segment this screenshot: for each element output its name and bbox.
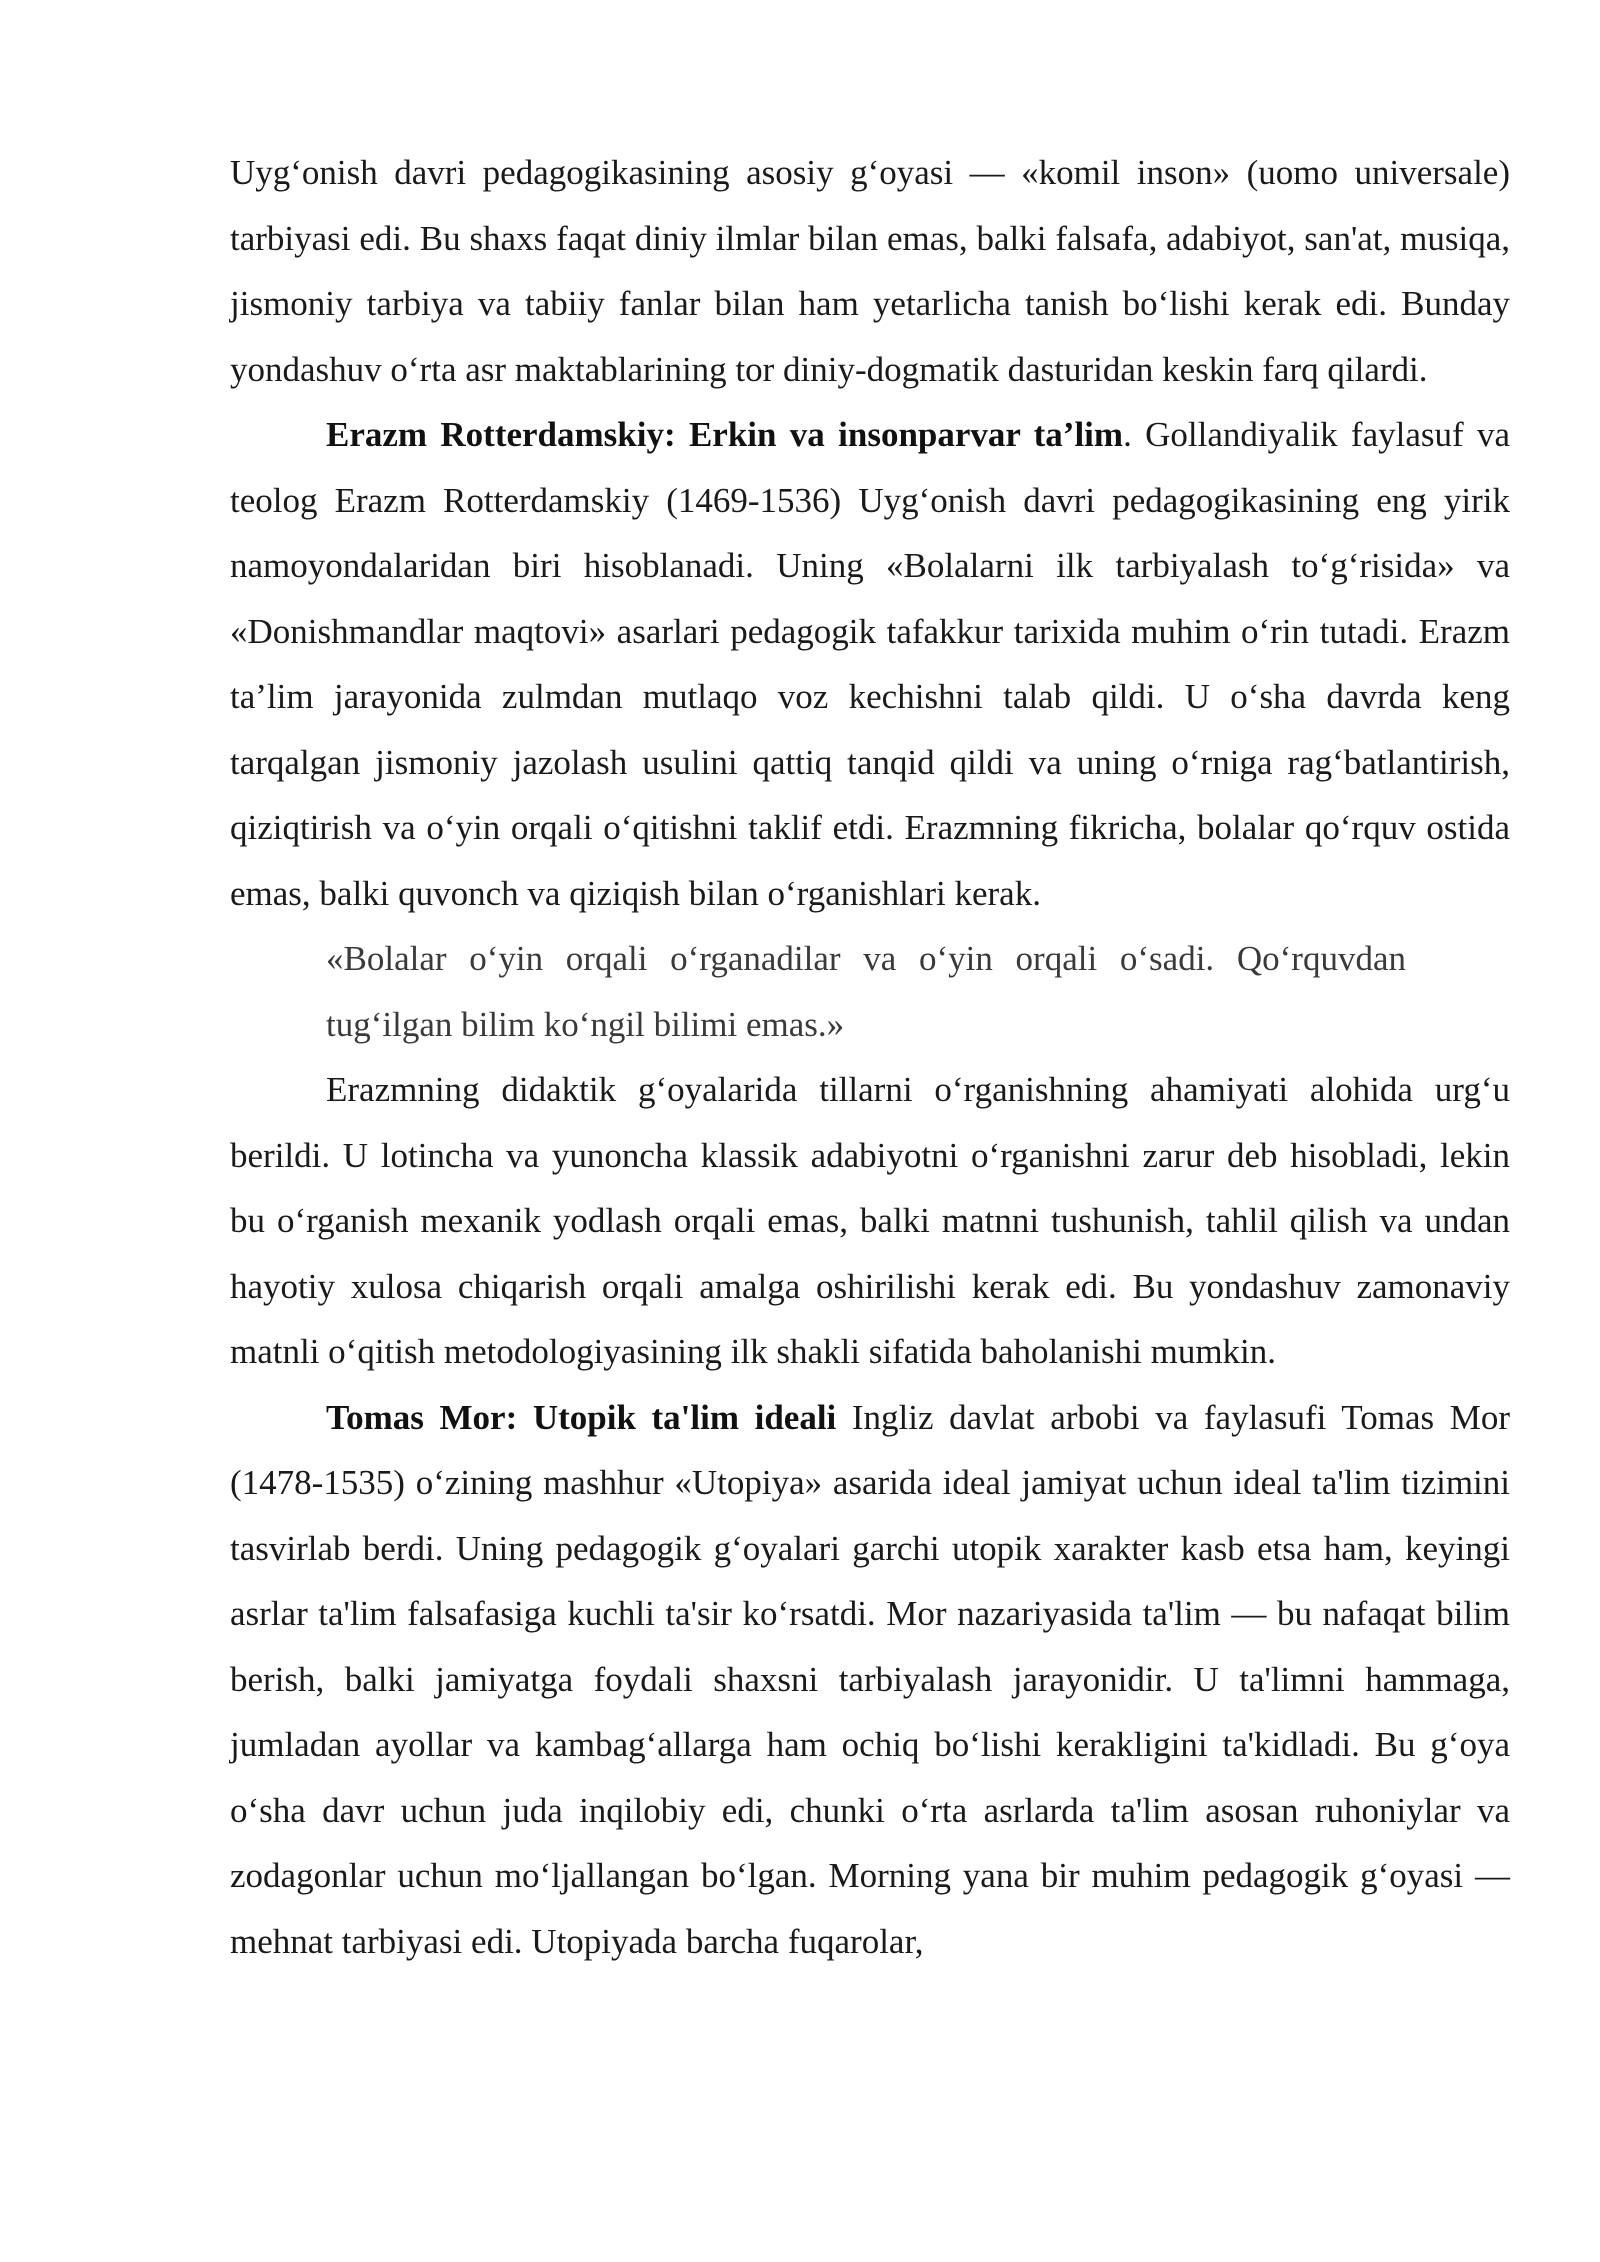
erasmus-section-body: Gollandiyalik faylasuf va teolog Erazm Rotterdamskiy (1469-1536) Uyg‘onish davri pedagogikasining eng yirik namoyondalaridan biri hisoblanadi. Uning «Bolalarni ilk tarbiyalash to‘g‘risida» va «Donishmandlar maqtovi» asarlari pedagogik tafakkur tarixida muhim o‘rin tutadi. Erazm ta’lim jarayonida zulmdan mutlaqo voz kechishni talab qildi. U o‘sha davrda keng tarqalgan jismoniy jazolash usulini qattiq tanqid qildi va uning o‘rniga rag‘batlantirish, qiziqtirish va o‘yin orqali o‘qitishni taklif etdi. Erazmning fikricha, bolalar qo‘rquv ostida emas, balki quvonch va qiziqish bilan o‘rganishlari kerak. xyxy=(230,415,1511,913)
more-section-paragraph xyxy=(230,1385,1510,1975)
erasmus-didactics-paragraph: Erazmning didaktik g‘oyalarida tillarni o‘rganishning ahamiyati alohida urg‘u berildi. U lotincha va yunoncha klassik adabiyotni o‘rganishni zarur deb hisobladi, lekin bu o‘rganish mexanik yodlash orqali emas, balki matnni tushunish, tahlil qilish va undan hayotiy xulosa chiqarish orqali amalga oshirilishi kerak edi. Bu yondashuv zamonaviy matnli o‘qitish metodologiyasining ilk shakli sifatida baholanishi mumkin. xyxy=(230,1070,1510,1371)
more-section-body: Ingliz davlat arbobi va faylasufi Tomas Mor (1478-1535) o‘zining mashhur «Utopiya» asarida ideal jamiyat uchun ideal ta'lim tizimini tasvirlab berdi. Uning pedagogik g‘oyalari garchi utopik xarakter kasb etsa ham, keyingi asrlar ta'lim falsafasiga kuchli ta'sir ko‘rsatdi. Mor nazariyasida ta'lim — bu nafaqat bilim berish, balki jamiyatga foydali shaxsni tarbiyalash jarayonidir. U ta'limni hammaga, jumladan ayollar va kambag‘allarga ham ochiq bo‘lishi kerakligini ta'kidladi. Bu g‘oya o‘sha davr uchun juda inqilobiy edi, chunki o‘rta asrlarda ta'lim asosan ruhoniylar va zodagonlar uchun mo‘ljallangan bo‘lgan. Morning yana bir muhim pedagogik g‘oyasi — mehnat tarbiyasi edi. Utopiyada barcha fuqarolar, xyxy=(230,1397,1510,1961)
erasmus-quote: «Bolalar o‘yin orqali o‘rganadilar va o‘yin orqali o‘sadi. Qo‘rquvdan tug‘ilgan bilim ko‘ngil bilimi emas.» xyxy=(326,939,1406,1044)
erasmus-section-paragraph xyxy=(230,402,1510,926)
intro-paragraph: Uyg‘onish davri pedagogikasining asosiy g‘oyasi — «komil inson» (uomo universale) tarbiyasi edi. Bu shaxs faqat diniy ilmlar bilan emas, balki falsafa, adabiyot, san'at, musiqa, jismoniy tarbiya va tabiiy fanlar bilan ham yetarlicha tanish bo‘lishi kerak edi. Bunday yondashuv o‘rta asr maktablarining tor diniy-dogmatik dasturidan keskin farq qilardi. xyxy=(230,153,1510,389)
more-section-heading: Tomas Mor: Utopik ta'lim ideali xyxy=(326,1397,837,1437)
erasmus-section-heading: Erazm Rotterdamskiy: Erkin va insonparvar ta’lim xyxy=(326,415,1124,454)
erasmus-heading-period: . xyxy=(1123,415,1132,454)
document-page xyxy=(230,140,1510,1974)
